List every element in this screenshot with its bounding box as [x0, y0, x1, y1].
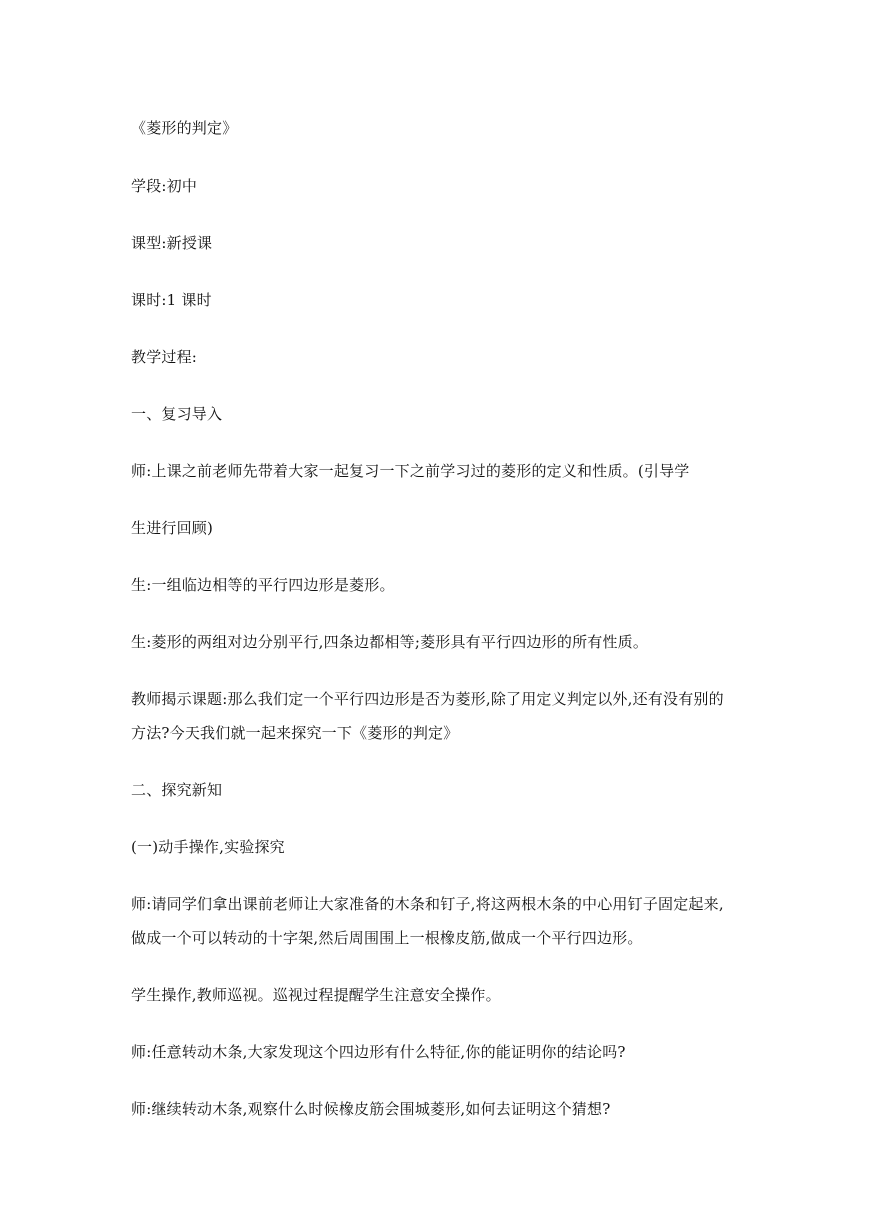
teacher-review-line2: 生进行回顾) — [131, 519, 214, 537]
document-title: 《菱形的判定》 — [131, 119, 238, 137]
subsection1-heading: (一)动手操作,实验探究 — [131, 838, 285, 856]
teacher-review-line1: 师:上课之前老师先带着大家一起复习一下之前学习过的菱形的定义和性质。(引导学 — [131, 462, 690, 480]
stage-line: 学段:初中 — [131, 177, 198, 195]
student-answer2: 生:菱形的两组对边分别平行,四条边都相等;菱形具有平行四边形的所有性质。 — [131, 633, 649, 651]
teacher-reveal-line2: 方法?今天我们就一起来探究一下《菱形的判定》 — [131, 724, 459, 742]
teacher-instruction-line1: 师:请同学们拿出课前老师让大家准备的木条和钉子,将这两根木条的中心用钉子固定起来, — [131, 895, 724, 913]
process-heading: 教学过程: — [131, 348, 198, 366]
teacher-reveal-line1: 教师揭示课题:那么我们定一个平行四边形是否为菱形,除了用定义判定以外,还有没有别的 — [131, 690, 724, 708]
student-operation: 学生操作,教师巡视。巡视过程提醒学生注意安全操作。 — [131, 986, 501, 1004]
section2-heading: 二、探究新知 — [131, 781, 223, 799]
duration-line: 课时:1 课时 — [131, 291, 212, 309]
section1-heading: 一、复习导入 — [131, 405, 223, 423]
teacher-instruction-line2: 做成一个可以转动的十字架,然后周围围上一根橡皮筋,做成一个平行四边形。 — [131, 929, 643, 947]
teacher-question1: 师:任意转动木条,大家发现这个四边形有什么特征,你的能证明你的结论吗? — [131, 1043, 626, 1061]
student-answer1: 生:一组临边相等的平行四边形是菱形。 — [131, 576, 395, 594]
teacher-question2: 师:继续转动木条,观察什么时候橡皮筋会围城菱形,如何去证明这个猜想? — [131, 1100, 611, 1118]
lesson-type-line: 课型:新授课 — [131, 234, 213, 252]
